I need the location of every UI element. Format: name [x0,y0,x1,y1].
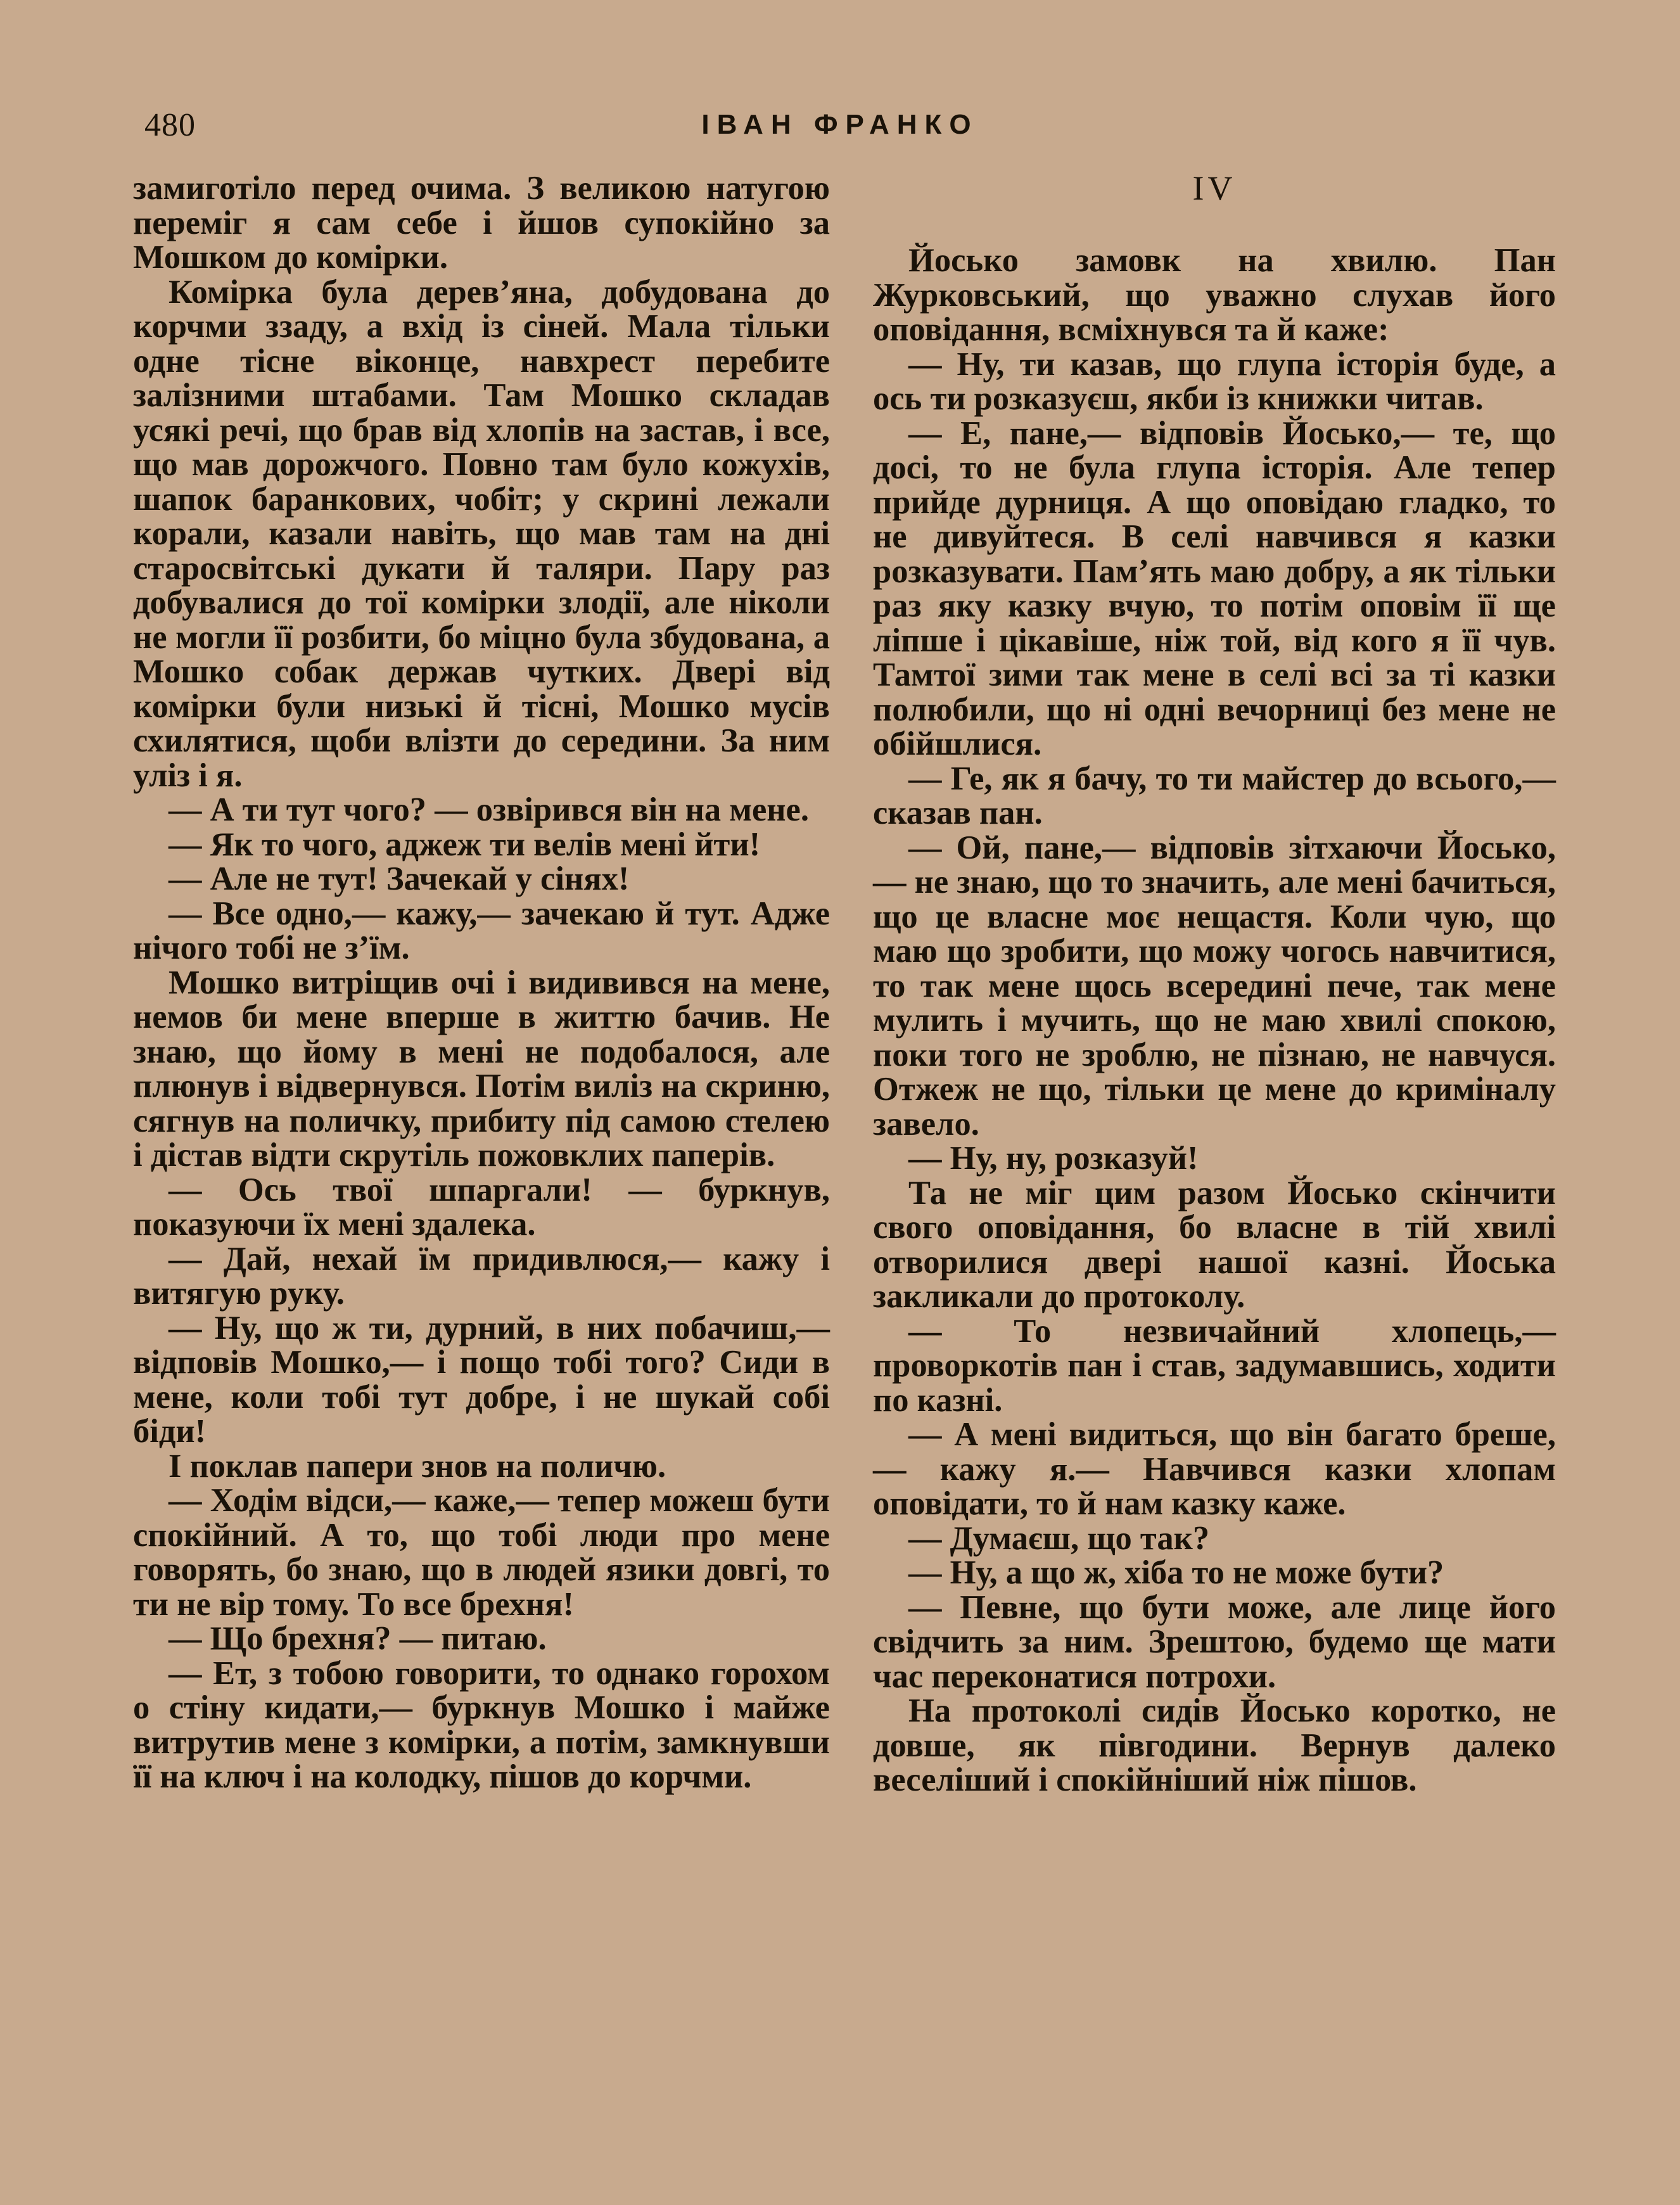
paragraph: — А мені видиться, що він багато бреше,— кажу я.— Навчився казки хлопам оповідати, то й нам казку каже. [873,1416,1556,1522]
paragraph: — Ет, з тобою говорити, то однако горохом о стіну кидати,— буркнув Мошко і майже витрутив мене з комірки, а потім, замкнувши її на ключ і на колодку, пішов до корчми. [133,1654,830,1795]
paragraph: — Що брехня? — питаю. [169,1620,547,1657]
paragraph: — Дай, нехай їм придивлюся,— кажу і витягую руку. [133,1240,830,1312]
paragraph: — Думаєш, що так? [908,1519,1210,1557]
paragraph: Комірка була дерев’яна, добудована до корчми ззаду, а вхід із сіней. Мала тільки одне тісне віконце, навхрест перебите залізними штабами. Там Мошко складав усякі речі, що брав від хлопів на застав, і все, що мав дорожчого. Повно там було кожухів, шапок баранкових, чобіт; у скрині лежали корали, казали навіть, що мав там на дні старосвітські дукати й таляри. Пару раз добувалися до тої комірки злодії, але ніколи не могли її розбити, бо міцно була збудована, а Мошко собак держав чутких. Двері від комірки були низькі й тісні, Мошко мусів схилятися, щоби влізти до середини. За ним уліз і я. [133,273,830,794]
paragraph: — Ну, що ж ти, дурний, в них побачиш,— відповів Мошко,— і пощо тобі того? Сиди в мене, коли тобі тут добре, і не шукай собі біди! [133,1309,830,1450]
paragraph: На протоколі сидів Йосько коротко, не довше, як півгодини. Вернув далеко веселіший і спокійніший ніж пішов. [873,1692,1556,1798]
page-number: 480 [144,107,196,143]
paragraph: — Ну, а що ж, хіба то не може бути? [908,1554,1444,1591]
right-column [873,171,1556,1798]
paragraph: Мошко витріщив очі і видивився на мене, немов би мене вперше в життю бачив. Не знаю, що йому в мені не подобалося, але плюнув і відвернувся. Потім виліз на скриню, сягнув на поличку, прибиту під самою стелею і дістав відти скрутіль пожовклих паперів. [133,964,830,1173]
paragraph: — Е, пане,— відповів Йосько,— те, що досі, то не була глупа історія. Але тепер прийде дурниця. А що оповідаю гладко, то не дивуйтеся. В селі навчився я казки розказувати. Пам’ять маю добру, а як тільки раз яку казку вчую, то потім оповім її ще ліпше і цікавіше, ніж той, від кого я її чув. Тамтої зими так мене в селі всі за ті казки полюбили, що ні одні вечорниці без мене не обійшлися. [873,414,1556,762]
paragraph: — Ну, ти казав, що глупа історія буде, а ось ти розказуєш, якби із книжки читав. [873,345,1556,417]
paragraph: — Ходім відси,— каже,— тепер можеш бути спокійний. А то, що тобі люди про мене говорять, бо знаю, що в людей язики довгі, то ти не вір тому. То все брехня! [133,1482,830,1623]
paragraph: замиготіло перед очима. З великою натугою переміг я сам себе і йшов супокійно за Мошком до комірки. [133,170,830,276]
paragraph: — Ось твої шпаргали! — буркнув, показуючи їх мені здалека. [133,1171,830,1243]
running-title: ІВАН ФРАНКО [701,109,979,140]
paragraph: — Ге, як я бачу, то ти майстер до всього,— сказав пан. [873,760,1556,831]
paragraph: — Як то чого, аджеж ти велів мені йти! [169,826,761,863]
paragraph: Йосько замовк на хвилю. Пан Журковський, що уважно слухав його оповідання, всміхнувся та й каже: [873,242,1556,348]
paragraph: — То незвичайний хлопець,— проворкотів пан і став, задумавшись, ходити по казні. [873,1312,1556,1419]
paragraph: І поклав папери знов на поличю. [169,1447,666,1485]
paragraph: Та не міг цим разом Йосько скінчити свого оповідання, бо власне в тій хвилі отворилися двері нашої казні. Йоська закликали до протоколу. [873,1174,1556,1315]
paragraph: — Ой, пане,— відповів зітхаючи Йосько,— не знаю, що то значить, але мені бачиться, що це власне моє нещастя. Коли чую, що маю що зробити, що можу чогось навчитися, то так мене щось всередині пече, так мене мулить і мучить, що не маю хвилі спокою, поки того не зроблю, не пізнаю, не навчуся. Отжеж не що, тільки це мене до криміналу завело. [873,829,1556,1142]
paragraph: — Все одно,— кажу,— зачекаю й тут. Адже нічого тобі не з’їм. [133,895,830,966]
paragraph: — Але не тут! Зачекай у сінях! [169,860,630,897]
paragraph: — Ну, ну, розказуй! [908,1140,1199,1177]
left-column [133,171,830,1794]
chapter-heading: IV [1192,169,1237,207]
paragraph: — А ти тут чого? — озвірився він на мене. [169,791,809,828]
paragraph: — Певне, що бути може, але лице його свідчить за ним. Зрештою, будемо ще мати час переконатися потрохи. [873,1588,1556,1695]
page-header [144,106,1536,151]
